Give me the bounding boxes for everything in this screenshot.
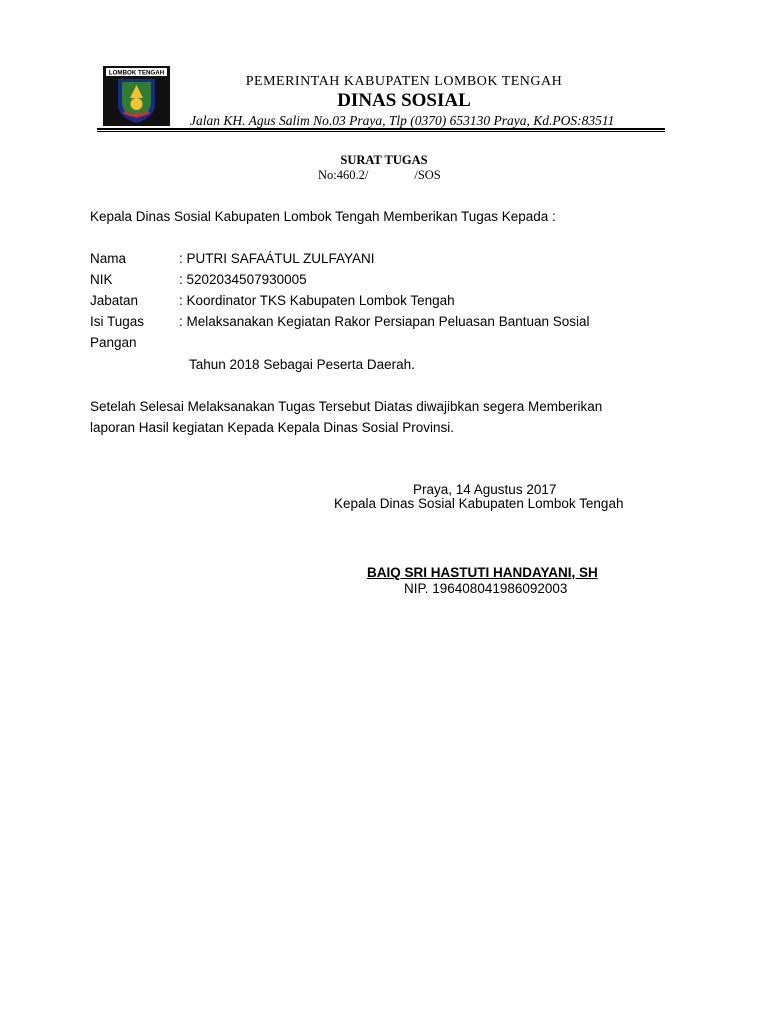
signer-name: BAIQ SRI HASTUTI HANDAYANI, SH <box>367 565 598 580</box>
field-label-name: Nama <box>90 251 127 266</box>
logo-text: LOMBOK TENGAH <box>108 69 165 77</box>
field-value-position: : Koordinator TKS Kabupaten Lombok Tengah <box>179 293 455 308</box>
place-date: Praya, 14 Agustus 2017 <box>413 482 557 497</box>
field-label-position: Jabatan <box>90 293 139 308</box>
task-continuation: Tahun 2018 Sebagai Peserta Daerah. <box>189 357 415 372</box>
office-address: Jalan KH. Agus Salim No.03 Praya, Tlp (0370) 653130 Praya, Kd.POS:83511 <box>190 113 615 128</box>
task-wrap-text: Pangan <box>90 335 137 350</box>
letterhead-rule-thin <box>97 131 665 132</box>
government-name: PEMERINTAH KABUPATEN LOMBOK TENGAH <box>245 74 563 89</box>
letterhead-rule-thick <box>97 128 665 130</box>
field-label-task: Isi Tugas <box>90 314 145 329</box>
field-value-nik: : 5202034507930005 <box>179 272 307 287</box>
closing-line-2: laporan Hasil kegiatan Kepada Kepala Dinas Sosial Provinsi. <box>90 420 454 435</box>
letter-number <box>318 168 441 183</box>
field-value-task: : Melaksanakan Kegiatan Rakor Persiapan Peluasan Bantuan Sosial <box>179 314 590 329</box>
letter-number-prefix: No:460.2/ <box>318 168 369 182</box>
signer-position: Kepala Dinas Sosial Kabupaten Lombok Tengah <box>334 496 624 511</box>
intro-text: Kepala Dinas Sosial Kabupaten Lombok Tengah Memberikan Tugas Kepada : <box>90 209 556 224</box>
field-value-name: : PUTRI SAFAÁTUL ZULFAYANI <box>179 251 375 266</box>
letter-title: SURAT TUGAS <box>340 153 428 167</box>
signer-nip: NIP. 196408041986092003 <box>404 581 568 596</box>
office-name: DINAS SOSIAL <box>337 90 471 111</box>
letter-number-suffix: /SOS <box>414 168 441 182</box>
field-label-nik: NIK <box>90 272 113 287</box>
closing-line-1: Setelah Selesai Melaksanakan Tugas Tersebut Diatas diwajibkan segera Memberikan <box>90 399 603 414</box>
